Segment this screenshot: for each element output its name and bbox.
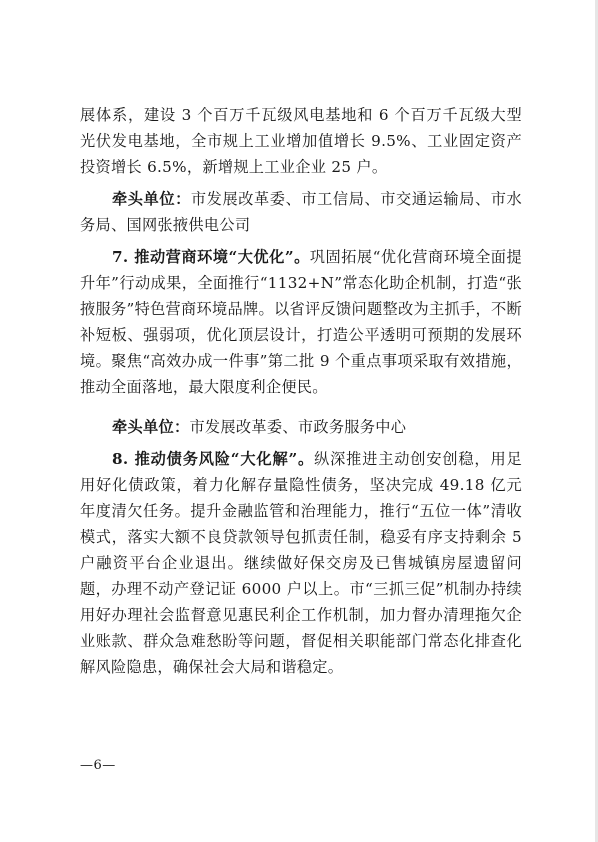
item-8-text: 纵深推进主动创安创稳，用足用好化债政策，着力化解存量隐性债务，坚决完成 49.18 亿元年度清欠任务。提升金融监管和治理能力，推行“五位一体”清收模式，落实大额不良贷款领导包抓责任制，稳妥有序支持剩余 5 户融资平台企业退出。继续做好保交房及已售城镇房屋遗留问题，办理不动产登记证 6000 户以上。市“三抓三促”机制办持续用好办理社会监督意见惠民利企工作机制，加力督办清理拖欠企业账款、群众急难愁盼等问题，督促相关职能部门常态化排查化解风险隐患，确保社会大局和谐稳定。: [80, 450, 522, 676]
lead-units-1: [80, 186, 522, 238]
item-7-heading: 7. 推动营商环境“大优化”。: [112, 248, 310, 266]
document-body: [80, 102, 522, 680]
lead-units-text: 市发展改革委、市政务服务中心: [189, 418, 407, 436]
item-7-text: 巩固拓展“优化营商环境全面提升年”行动成果，全面推行“1132+N”常态化助企机制，打造“张掖服务”特色营商环境品牌。以省评反馈问题整改为主抓手，不断补短板、强弱项，优化顶层设计，打造公平透明可预期的发展环境。聚焦“高效办成一件事”第二批 9 个重点事项采取有效措施，推动全面落地，最大限度利企便民。: [80, 248, 522, 396]
lead-units-label: 牵头单位：: [112, 418, 190, 436]
item-7: [80, 244, 522, 400]
item-8: [80, 446, 522, 680]
lead-units-2: [80, 414, 522, 440]
item-8-heading: 8. 推动债务风险“大化解”。: [112, 450, 315, 468]
lead-units-text: 市发展改革委、市工信局、市交通运输局、市水务局、国网张掖供电公司: [80, 190, 522, 234]
lead-units-label: 牵头单位：: [112, 190, 191, 208]
paragraph-intro: 展体系，建设 3 个百万千瓦级风电基地和 6 个百万千瓦级大型光伏发电基地，全市规上工业增加值增长 9.5%、工业固定资产投资增长 6.5%，新增规上工业企业 25 户。: [80, 106, 522, 176]
page-number: —6—: [80, 758, 116, 773]
